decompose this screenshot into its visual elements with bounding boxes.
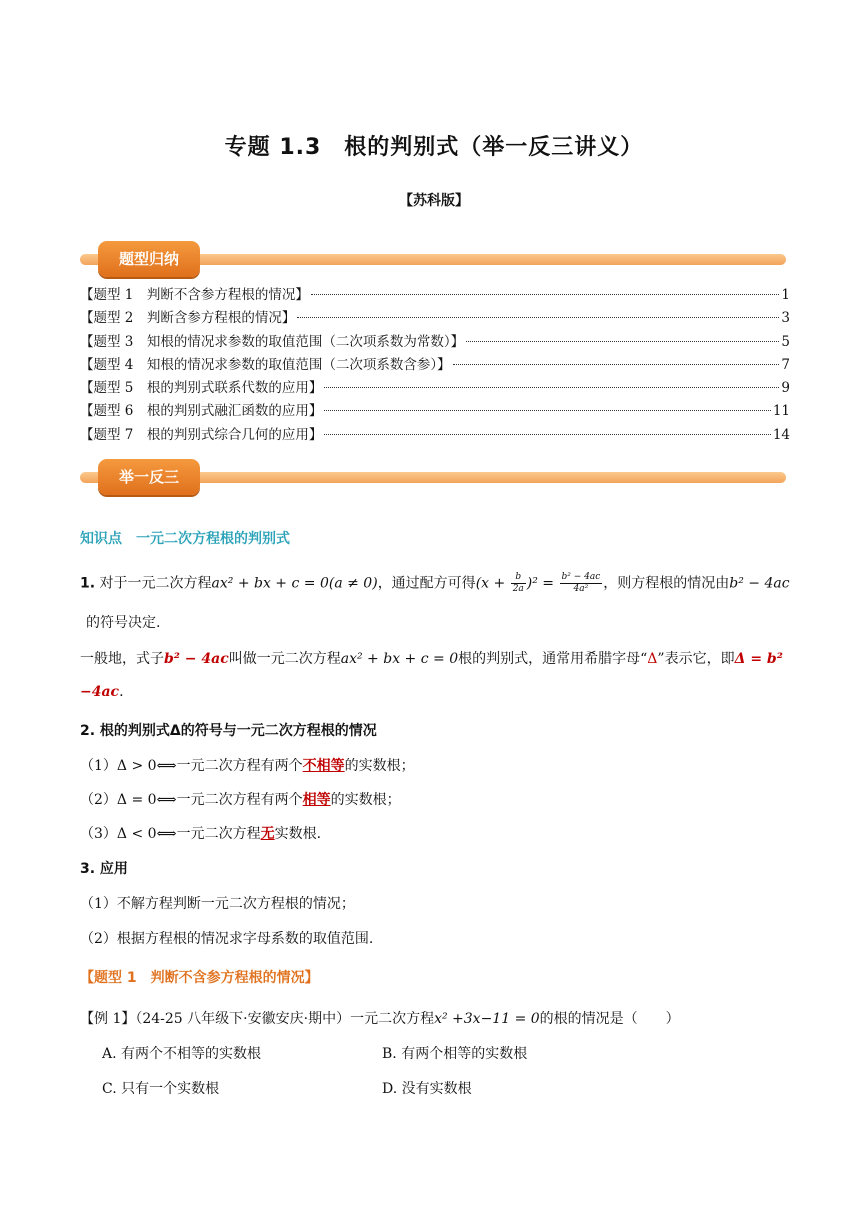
toc-item-page: 3 [781,310,790,327]
expression: b² − 4ac [729,575,790,592]
paragraph-1 [80,572,792,595]
text: （2）Δ = 0⟺一元二次方程有两个 [80,792,303,808]
toc-item-page: 9 [781,380,790,397]
text: （24-25 八年级下·安徽安庆·期中）一元二次方程 [135,1011,435,1027]
practice-banner [80,459,786,499]
key-term: 相等 [302,792,331,808]
fraction-numerator: b² − 4ac [561,572,601,582]
page-title: 专题 1.3 根的判别式（举一反三讲义） [224,135,644,160]
text: 的实数根； [344,758,415,774]
knowledge-title: 知识点 一元二次方程根的判别式 [80,531,290,547]
toc-item-label: 【题型 6 根的判别式融汇函数的应用】 [80,403,323,420]
option-key: D. [382,1081,398,1097]
equation: )² = [526,575,559,592]
example-1 [80,1008,792,1028]
application-2: （2）根据方程根的情况求字母系数的取值范围. [80,931,374,947]
highlighted-expression: b² − 4ac [164,651,229,667]
toc-item-page: 1 [781,287,790,303]
option-a[interactable] [102,1043,261,1063]
item-number: 1. [80,575,96,592]
paragraph-2 [80,648,792,668]
toc-leader-dots [297,317,779,318]
toc-leader-dots [324,410,770,411]
option-key: B. [382,1046,397,1062]
case-3 [80,823,792,843]
toc-item-page: 11 [772,403,790,420]
fraction-denominator: 4a² [573,584,589,594]
toc-item-page: 5 [781,333,790,350]
equation: (x + [475,575,510,592]
example-label: 【例 1】 [80,1011,136,1027]
practice-banner-label: 举一反三 [98,459,200,495]
highlighted-expression: Δ = b² [734,651,783,667]
text: 对于一元二次方程 [99,575,212,592]
toc-item[interactable] [80,306,790,329]
fraction-numerator: b [511,572,526,584]
case-2 [80,789,792,809]
option-d[interactable] [382,1078,472,1098]
equation: ax² + bx + c = 0(a ≠ 0) [211,575,378,592]
text: ”表示它，即 [657,651,735,667]
option-b[interactable] [382,1043,527,1063]
option-text: 只有一个实数根 [121,1081,220,1097]
fraction-denominator: 2a [512,584,524,594]
paragraph-2-continuation [80,684,792,700]
type1-title: 【题型 1 判断不含参方程根的情况】 [80,970,319,986]
text: 的根的情况是（ ） [539,1011,680,1027]
subheading-3: 3. 应用 [80,861,128,877]
toc-item[interactable] [80,330,790,353]
summary-banner [80,241,786,281]
toc-leader-dots [311,294,780,295]
text: 根的判别式，通常用希腊字母“ [458,651,648,667]
toc-item-page: 14 [772,426,790,443]
fraction [560,572,603,595]
equation: ax² + bx + c = 0 [340,651,459,667]
toc-leader-dots [324,434,770,435]
toc-item[interactable] [80,283,790,306]
fraction [511,572,526,595]
key-term: 不相等 [302,758,345,774]
text: ，则方程根的情况由 [603,575,730,592]
text: ，通过配方可得 [377,575,476,592]
delta-symbol: Δ [647,651,658,667]
equation: x² +3x−11 = 0 [434,1011,540,1027]
toc-item-label: 【题型 1 判断不含参方程根的情况】 [80,287,309,303]
toc-item-label: 【题型 5 根的判别式联系代数的应用】 [80,380,323,397]
text: （3）Δ < 0⟺一元二次方程 [80,826,261,842]
toc-leader-dots [324,387,779,388]
application-1: （1）不解方程判断一元二次方程根的情况； [80,896,355,912]
key-term: 无 [260,826,275,842]
summary-banner-label: 题型归纳 [98,241,200,277]
toc-item-label: 【题型 4 知根的情况求参数的取值范围（二次项系数含参）】 [80,356,451,373]
option-text: 有两个相等的实数根 [401,1046,528,1062]
option-key: A. [102,1046,117,1062]
toc-leader-dots [453,364,780,365]
case-1 [80,755,792,775]
paragraph-1-continuation: 的符号决定. [86,615,161,631]
subheading-2: 2. 根的判别式Δ的符号与一元二次方程根的情况 [80,723,377,739]
text: 的实数根； [330,792,401,808]
toc-item-label: 【题型 3 知根的情况求参数的取值范围（二次项系数为常数）】 [80,333,465,350]
toc-item-label: 【题型 7 根的判别式综合几何的应用】 [80,426,323,443]
text: （1）Δ > 0⟺一元二次方程有两个 [80,758,303,774]
toc-item[interactable] [80,423,790,446]
text: 叫做一元二次方程 [228,651,341,667]
highlighted-expression: −4ac [80,684,120,700]
option-text: 没有实数根 [401,1081,472,1097]
toc-item-label: 【题型 2 判断含参方程根的情况】 [80,310,296,327]
toc-leader-dots [466,341,779,342]
text: 一般地，式子 [80,651,164,667]
toc-item-page: 7 [781,356,790,373]
edition-label: 【苏科版】 [399,193,469,209]
text: 实数根. [274,826,322,842]
option-c[interactable] [102,1078,219,1098]
text: . [119,684,124,700]
toc-item[interactable] [80,376,790,399]
option-key: C. [102,1081,117,1097]
table-of-contents [80,283,790,446]
toc-item[interactable] [80,353,790,376]
option-text: 有两个不相等的实数根 [121,1046,262,1062]
toc-item[interactable] [80,399,790,422]
